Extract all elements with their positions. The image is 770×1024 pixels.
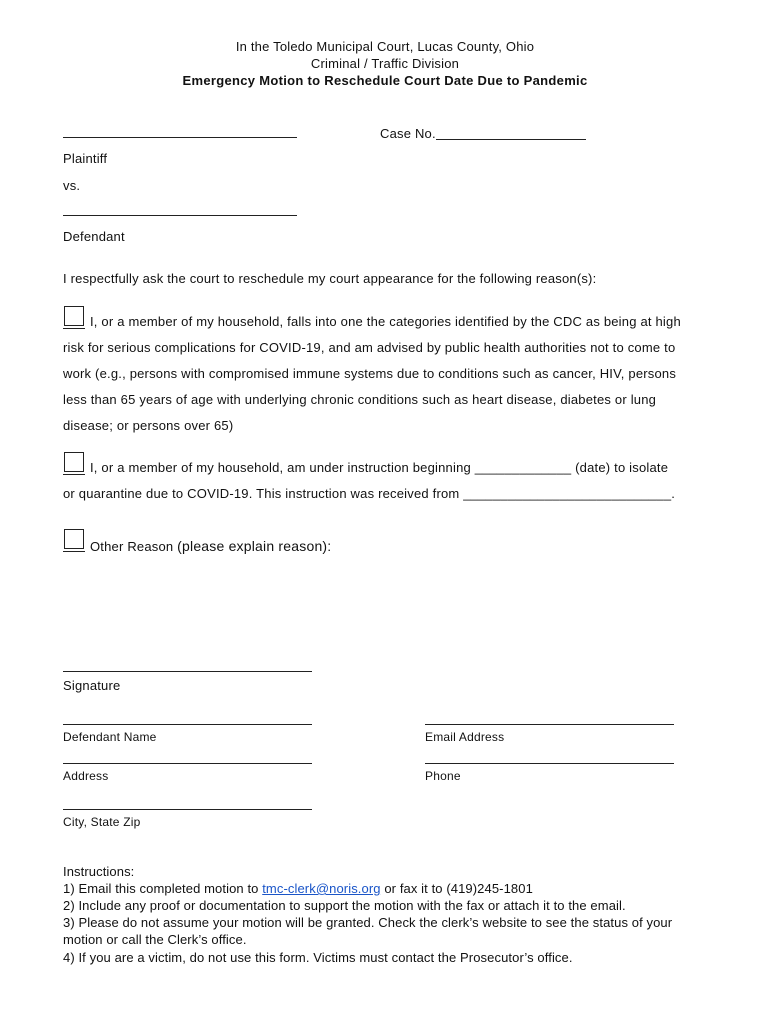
high-risk-line-2: risk for serious complications for COVID-19, and am advised by public health authorities not to come to: [63, 340, 676, 355]
defendant-name-field[interactable]: [65, 707, 310, 723]
case-no-label: Case No.: [380, 126, 436, 141]
other-reason-explain: (please explain reason):: [177, 538, 332, 554]
instruction-1-prefix: 1) Email this completed motion to: [63, 881, 259, 896]
case-no-line: [436, 139, 586, 140]
case-no-field[interactable]: [438, 124, 584, 139]
other-reason-textarea[interactable]: [63, 565, 703, 655]
division-name: Criminal / Traffic Division: [310, 56, 460, 71]
quarantine-line-1-suffix: (date) to isolate: [575, 460, 669, 475]
quarantine-line-2: [63, 481, 675, 507]
phone-field[interactable]: [427, 746, 672, 762]
other-reason-checkbox-underline: [63, 551, 85, 552]
city-state-zip-label: City, State Zip: [63, 815, 141, 829]
high-risk-line-4: less than 65 years of age with underlying chronic conditions such as heart disease, diabetes or lung: [63, 392, 657, 407]
plaintiff-label: Plaintiff: [63, 151, 108, 166]
signature-line: [63, 671, 312, 672]
high-risk-line-5: disease; or persons over 65): [63, 418, 234, 433]
defendant-name-sig-line: [63, 724, 312, 725]
intro-text: I respectfully ask the court to reschedule my court appearance for the following reason(s):: [63, 271, 597, 286]
plaintiff-name-field[interactable]: [65, 122, 295, 137]
quarantine-line-1: [90, 455, 668, 481]
quarantine-date-field[interactable]: _____________: [474, 460, 572, 475]
quarantine-line-2-prefix: or quarantine due to COVID-19. This instruction was received from: [63, 486, 460, 501]
high-risk-checkbox[interactable]: [64, 306, 84, 326]
address-label: Address: [63, 769, 109, 783]
quarantine-checkbox-underline: [63, 474, 85, 475]
phone-line: [425, 763, 674, 764]
high-risk-line-1: I, or a member of my household, falls into one the categories identified by the CDC as being at high: [90, 314, 681, 329]
other-reason-label: [90, 538, 331, 554]
defendant-party-field[interactable]: [65, 200, 295, 215]
signature-field[interactable]: [65, 654, 310, 670]
other-reason-checkbox[interactable]: [64, 529, 84, 549]
instruction-1: [63, 880, 533, 898]
high-risk-checkbox-underline: [63, 328, 85, 329]
court-name: In the Toledo Municipal Court, Lucas County, Ohio: [235, 39, 535, 54]
address-line: [63, 763, 312, 764]
email-line: [425, 724, 674, 725]
instructions-heading: Instructions:: [63, 864, 135, 879]
address-field[interactable]: [65, 746, 310, 762]
city-line: [63, 809, 312, 810]
defendant-label: Defendant: [63, 229, 125, 244]
instruction-4: 4) If you are a victim, do not use this form. Victims must contact the Prosecutor’s office.: [63, 950, 573, 965]
other-reason-title: Other Reason: [90, 539, 174, 554]
clerk-email-link[interactable]: tmc-clerk@noris.org: [262, 881, 381, 896]
defendant-name-line: [63, 215, 297, 216]
versus-label: vs.: [63, 178, 81, 193]
email-label: Email Address: [425, 730, 505, 744]
quarantine-source-field[interactable]: ____________________________.: [463, 486, 676, 501]
defendant-name-label: Defendant Name: [63, 730, 157, 744]
quarantine-checkbox[interactable]: [64, 452, 84, 472]
phone-label: Phone: [425, 769, 461, 783]
city-state-zip-field[interactable]: [65, 792, 310, 808]
instruction-1-suffix: or fax it to (419)245-1801: [384, 881, 533, 896]
high-risk-line-3: work (e.g., persons with compromised immune systems due to conditions such as cancer, HIV, persons: [63, 366, 677, 381]
document-title: Emergency Motion to Reschedule Court Date Due to Pandemic: [182, 73, 588, 88]
quarantine-line-1-prefix: I, or a member of my household, am under instruction beginning: [90, 460, 471, 475]
plaintiff-name-line: [63, 137, 297, 138]
signature-label: Signature: [63, 678, 121, 693]
email-field[interactable]: [427, 707, 672, 723]
instruction-3-line-1: 3) Please do not assume your motion will be granted. Check the clerk’s website to see the status of your: [63, 915, 673, 930]
instruction-2: 2) Include any proof or documentation to support the motion with the fax or attach it to the email.: [63, 898, 626, 913]
instruction-3-line-2: motion or call the Clerk’s office.: [63, 932, 247, 947]
